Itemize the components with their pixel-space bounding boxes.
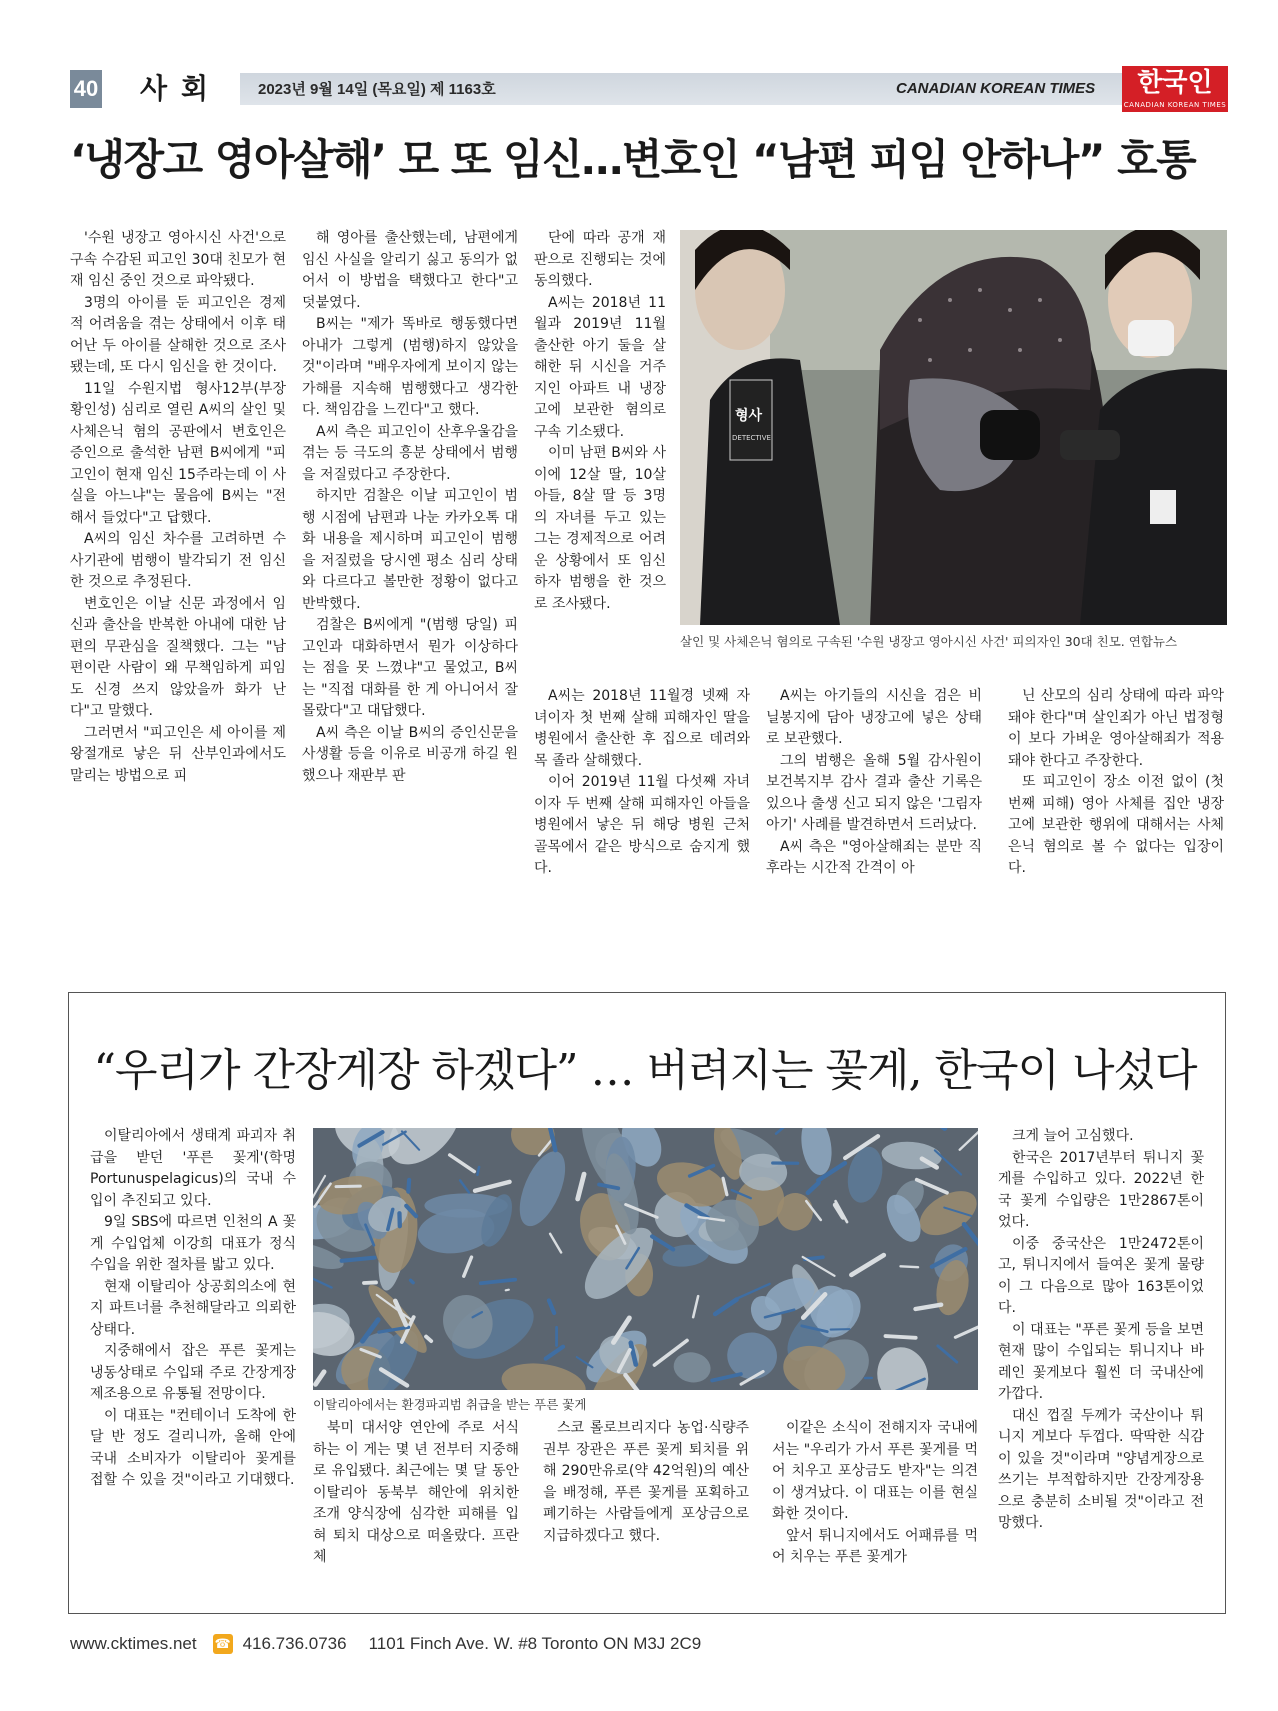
crab-leg <box>885 1336 915 1338</box>
paragraph: 그러면서 "피고인은 세 아이를 제왕절개로 낳은 뒤 산부인과에서도 말리는 방법으로 피 <box>70 724 286 784</box>
article1-col3b-text <box>534 686 750 880</box>
article2-photo-caption: 이탈리아에서는 환경파괴범 취급을 받는 푸른 꽃게 <box>313 1397 587 1412</box>
article1-headline: ‘냉장고 영아살해’ 모 또 임신…변호인 “남편 피임 안하나” 호통 <box>70 135 1196 184</box>
paragraph: 해 영아를 출산했는데, 남편에게 임신 사실을 알리기 싫고 동의가 없어서 이 방법을 택했다고 한다"고 덧붙였다. <box>302 230 518 311</box>
paragraph: 한국은 2017년부터 튀니지 꽃게를 수입하고 있다. 2022년 한국 꽃게 수입량은 1만2867톤이었다. <box>998 1149 1204 1230</box>
article1-col3-text <box>534 228 666 615</box>
paragraph: A씨 측은 "영아살해죄는 분만 직후라는 시간적 간격이 아 <box>766 838 982 876</box>
article1-col5 <box>1008 686 1224 880</box>
paragraph: 이 대표는 "컨테이너 도착에 한 달 반 정도 걸리니까, 올해 안에 국내 소비자가 이탈리아 꽃게를 접할 수 있을 것"이라고 기대했다. <box>90 1407 296 1488</box>
article2-col5 <box>998 1126 1204 1535</box>
paragraph: 현재 이탈리아 상공회의소에 현지 파트너를 추천해달라고 의뢰한 상태다. <box>90 1278 296 1338</box>
vest-text-left: 형사 <box>735 408 763 424</box>
paragraph: 이같은 소식이 전해지자 국내에서는 "우리가 가서 푸른 꽃게를 먹어 치우고 포상금도 받자"는 의견이 생겨났다. 이 대표는 이를 현실화한 것이다. <box>772 1420 978 1522</box>
footer-phone[interactable]: 416.736.0736 <box>242 1634 347 1653</box>
paragraph: 닌 산모의 심리 상태에 따라 파악돼야 한다"며 살인죄가 아닌 법정형이 보다 가벼운 영아살해죄가 적용돼야 한다고 주장한다. <box>1008 688 1224 769</box>
paragraph: 하지만 검찰은 이날 피고인이 범행 시점에 남편과 나눈 카카오톡 대화 내용을 제시하며 피고인이 범행을 저질렀을 당시엔 평소 심리 상태와 다르다고 볼만한 정황이 없다고 반박했다. <box>302 488 518 612</box>
paragraph: 이어 2019년 11월 다섯째 자녀이자 두 번째 살해 피해자인 아들을 병원에서 낳은 뒤 해당 병원 근처 골목에서 같은 방식으로 숨지게 했다. <box>534 774 750 876</box>
crab-leg <box>506 1290 509 1291</box>
logo-subtext: CANADIAN KOREAN TIMES WEEKLY <box>1123 101 1227 119</box>
paragraph: B씨는 "제가 똑바로 행동했다면 아내가 그렇게 (범행)하지 않았을 것"이라며 "배우자에게 보이지 않는 가해를 지속해 범행했다고 생각한다. 책임감을 느낀다"고 했다. <box>302 316 518 418</box>
page-number: 40 <box>70 70 102 108</box>
article1-col2-text <box>302 228 518 787</box>
blue-crabs-photo-illustration <box>313 1128 978 1390</box>
article2-col3-text <box>543 1418 749 1547</box>
crab-leg <box>364 1282 376 1283</box>
paragraph: 이 대표는 "푸른 꽃게 등을 보면 현재 많이 수입되는 튀니지나 바레인 꽃게보다 훨씬 더 국내산에 가깝다. <box>998 1321 1204 1402</box>
paragraph: 이중 중국산은 1만2472톤이고, 튀니지에서 들여온 꽃게 물량이 그 다음으로 많아 163톤이었다. <box>998 1235 1204 1316</box>
footer-address: 1101 Finch Ave. W. #8 Toronto ON M3J 2C9 <box>368 1634 702 1653</box>
crab-leg <box>411 1280 414 1282</box>
article2-photo <box>313 1128 978 1390</box>
paragraph: 그의 범행은 올해 5월 감사원이 보건복지부 감사 결과 출산 기록은 있으나 출생 신고 되지 않은 '그림자 아기' 사례를 발견하면서 드러났다. <box>766 752 982 833</box>
article2-col2 <box>313 1418 519 1569</box>
paragraph: 앞서 튀니지에서도 어패류를 먹어 치우는 푸른 꽃게가 <box>772 1527 978 1565</box>
article1-col4 <box>766 686 982 880</box>
paragraph: A씨의 임신 차수를 고려하면 수사기관에 범행이 발각되기 전 임신한 것으로 추정된다. <box>70 531 286 590</box>
newspaper-logo[interactable] <box>1122 66 1228 119</box>
paragraph: A씨는 아기들의 시신을 검은 비닐봉지에 담아 냉장고에 넣은 상태로 보관했다. <box>766 688 982 747</box>
dateline: 2023년 9월 14일 (목요일) 제 1163호 <box>258 81 496 98</box>
section-title: 사회 <box>140 72 223 105</box>
footer-url[interactable]: www.cktimes.net <box>70 1634 197 1653</box>
paragraph: '수원 냉장고 영아시신 사건'으로 구속 수감된 피고인 30대 친모가 현재 임신 중인 것으로 파악됐다. <box>70 230 286 289</box>
article2-headline: “우리가 간장게장 하겠다” … 버려지는 꽃게, 한국이 나섰다 <box>93 1045 1197 1096</box>
article1-photo <box>680 230 1227 625</box>
article1-col2 <box>302 228 518 787</box>
paragraph: 검찰은 B씨에게 "(범행 당일) 피고인과 대화하면서 뭔가 이상하다는 점을 못 느꼈냐"고 물었고, B씨는 "직접 대화를 한 게 아니어서 잘 몰랐다"고 대답했다. <box>302 617 518 719</box>
article1-col5-text <box>1008 686 1224 880</box>
article1-col1 <box>70 228 286 787</box>
article2-col2-text <box>313 1418 519 1569</box>
logo-text: 한국인 <box>1137 68 1213 98</box>
paragraph: A씨 측은 이날 B씨의 증인신문을 사생활 등을 이유로 비공개 하길 원했으나 재판부 판 <box>302 724 518 784</box>
paragraph: 또 피고인이 장소 이전 없이 (첫번째 피해) 영아 사체를 집안 냉장고에 보관한 행위에 대해서는 사체은닉 혐의로 볼 수 없다는 입장이다. <box>1008 774 1224 876</box>
article2-col1 <box>90 1126 296 1492</box>
article2-col3 <box>543 1418 749 1547</box>
vest-sub-left: DETECTIVE <box>732 434 771 442</box>
phone-icon: ☎ <box>213 1634 233 1654</box>
paragraph: 변호인은 이날 신문 과정에서 임신과 출산을 반복한 아내에 대한 남편의 무관심을 질책했다. 그는 "남편이란 사람이 왜 무책임하게 피임도 신경 쓰지 않았을까 화가 난다"고 말했다. <box>70 595 286 719</box>
paragraph: 이미 남편 B씨와 사이에 12살 딸, 10살 아들, 8살 딸 등 3명의 자녀를 두고 있는 그는 경제적으로 어려운 상황에서 또 임신하자 범행을 한 것으로 조사됐다. <box>534 445 666 612</box>
footer <box>70 1634 701 1654</box>
article1-photo-caption: 살인 및 사체은닉 혐의로 구속된 '수원 냉장고 영아시신 사건' 피의자인 30대 친모. 연합뉴스 <box>680 634 1178 649</box>
article2-col4 <box>772 1418 978 1569</box>
article1-col4-text <box>766 686 982 880</box>
paper-name-english: CANADIAN KOREAN TIMES <box>896 80 1096 97</box>
article2-col1-text <box>90 1126 296 1492</box>
paragraph: 지중해에서 잡은 푸른 꽃게는 냉동상태로 수입돼 주로 간장게장 제조용으로 유통될 전망이다. <box>90 1343 296 1402</box>
article1-col1-text <box>70 228 286 787</box>
paragraph: 11일 수원지법 형사12부(부장 황인성) 심리로 열린 A씨의 살인 및 사체은닉 혐의 공판에서 변호인은 증인으로 출석한 남편 B씨에게 "피고인이 현재 임신 15주라는데 이 사실을 아느냐"는 물음에 B씨는 "전해서 들었다"고 답했다. <box>70 380 286 526</box>
crab-leg <box>408 1180 409 1192</box>
paragraph: A씨는 2018년 11월과 2019년 11월 출산한 아기 둘을 살해한 뒤 시신을 거주지인 아파트 내 냉장고에 보관한 혐의로 구속 기소됐다. <box>534 294 666 440</box>
article2-col4-text <box>772 1418 978 1569</box>
paragraph: 북미 대서양 연안에 주로 서식하는 이 게는 몇 년 전부터 지중해로 유입됐다. 최근에는 몇 달 동안 이탈리아 동북부 해안에 위치한 조개 양식장에 심각한 피해를 입혀 퇴치 대상으로 떠올랐다. 프란체 <box>313 1420 519 1565</box>
paragraph: 스코 롤로브리지다 농업·식량주권부 장관은 푸른 꽃게 퇴치를 위해 290만유로(약 42억원)의 예산을 배정해, 푸른 꽃게를 포획하고 폐기하는 사람들에게 포상금으로 지급하겠다고 했다. <box>543 1420 749 1544</box>
crab-leg <box>900 1266 918 1267</box>
article1-col3b <box>534 686 750 880</box>
article1-col3 <box>534 228 666 615</box>
paragraph: 9일 SBS에 따르면 인천의 A 꽃게 수입업체 이강희 대표가 정식 수입을 위한 절차를 밟고 있다. <box>90 1214 296 1273</box>
paragraph: 대신 껍질 두께가 국산이나 튀니지 게보다 두껍다. 딱딱한 식감이 있을 것"이라며 "양념게장으로 쓰기는 부적합하지만 간장게장용으로 충분히 소비될 것"이라고 전망했다. <box>998 1407 1204 1531</box>
paragraph: 크게 늘어 고심했다. <box>1012 1128 1134 1144</box>
paragraph: 이탈리아에서 생태계 파괴자 취급을 받던 '푸른 꽃게'(학명 Portunuspelagicus)의 국내 수입이 추진되고 있다. <box>90 1128 296 1209</box>
suspect-photo-illustration <box>680 230 1227 625</box>
paragraph: A씨는 2018년 11월경 넷째 자녀이자 첫 번째 살해 피해자인 딸을 병원에서 출산한 후 집으로 데려와 목 졸라 살해했다. <box>534 688 750 769</box>
paragraph: 단에 따라 공개 재판으로 진행되는 것에 동의했다. <box>534 230 666 289</box>
paragraph: A씨 측은 피고인이 산후우울감을 겪는 등 극도의 흥분 상태에서 범행을 저질렀다고 주장한다. <box>302 423 518 483</box>
paragraph: 3명의 아이를 둔 피고인은 경제적 어려움을 겪는 상태에서 이후 태어난 두 아이를 살해한 것으로 조사됐는데, 또 다시 임신을 한 것이다. <box>70 294 286 375</box>
crab-leg <box>477 1167 479 1175</box>
article2-col5-text <box>998 1126 1204 1535</box>
